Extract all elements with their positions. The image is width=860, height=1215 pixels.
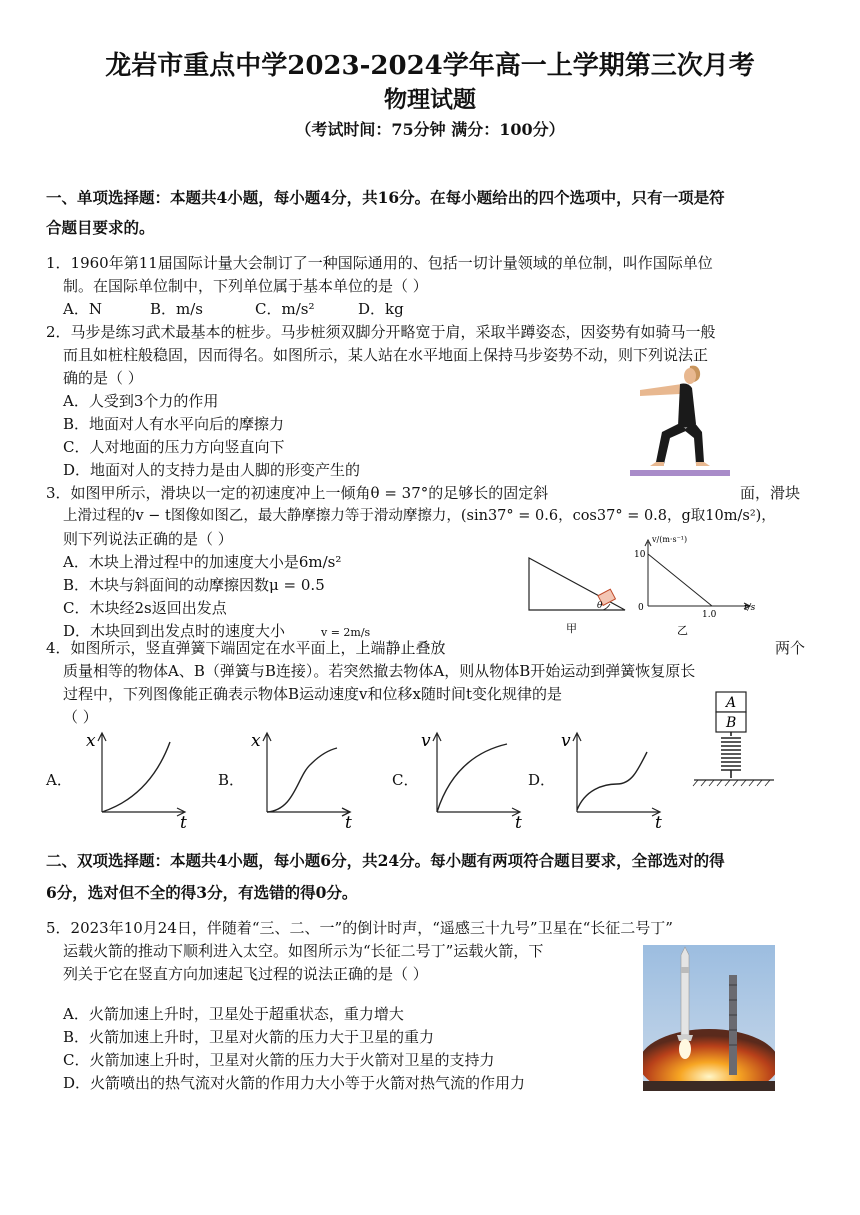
q4-a-y-label: x — [86, 731, 96, 751]
q3-stem: 3．如图甲所示，滑块以一定的初速度冲上一倾角θ = 37°的足够长的固定斜 — [46, 484, 549, 502]
q4-option-b: B． — [218, 771, 245, 789]
incline-figure — [525, 548, 635, 638]
q4-stem-cont2: 过程中，下列图像能正确表示物体B运动速度v和位移x随时间t变化规律的是 — [63, 685, 562, 703]
q2-stem-cont: 而且如桩柱般稳固，因而得名。如图所示，某人站在水平地面上保持马步姿势不动，则下列说法正 — [63, 346, 709, 364]
q1-stem-cont: 制。在国际单位制中，下列单位属于基本单位的是（ ） — [63, 277, 428, 295]
q4-graph-d — [555, 726, 670, 834]
rocket-launch-photo — [643, 945, 775, 1091]
block-a-label: A — [726, 695, 737, 711]
theta-label: θ — [597, 601, 603, 611]
yoga-mat — [630, 470, 730, 476]
q3-option-b: B．木块与斜面间的动摩擦因数μ = 0.5 — [63, 576, 325, 594]
vt-x-tick: 1.0 — [702, 610, 717, 620]
vt-origin-label: 0 — [638, 603, 644, 613]
figure-jia-label: 甲 — [566, 622, 577, 635]
q2-option-c: C．人对地面的压力方向竖直向下 — [63, 438, 285, 456]
q4-b-t-label: t — [345, 813, 352, 833]
q4-d-y-label: v — [561, 731, 571, 751]
q4-option-d: D． — [528, 771, 556, 789]
q4-c-y-label: v — [421, 731, 431, 751]
vt-x-axis-label: t/s — [744, 603, 756, 613]
section1-heading-cont: 合题目要求的。 — [46, 218, 155, 237]
q4-a-t-label: t — [180, 813, 187, 833]
q4-stem-tail: 两个 — [775, 639, 806, 657]
q1-option-b: B．m/s — [150, 300, 203, 318]
figure-yi-label: 乙 — [677, 624, 688, 637]
vt-graph — [632, 530, 767, 638]
q2-option-b: B．地面对人有水平向后的摩擦力 — [63, 415, 285, 433]
q3-option-d-value: v = 2m/s — [321, 626, 371, 639]
vt-y-tick-10: 10 — [634, 550, 646, 560]
q2-stem: 2．马步是练习武术最基本的桩步。马步桩须双脚分开略宽于肩，采取半蹲姿态，因姿势有如骑马一般 — [46, 323, 716, 341]
q3-option-a: A．木块上滑过程中的加速度大小是6m/s² — [63, 553, 342, 571]
spring — [721, 732, 741, 778]
q4-d-t-label: t — [655, 813, 662, 833]
q2-option-a: A．人受到3个力的作用 — [63, 392, 219, 410]
q4-stem-cont3: （ ） — [63, 708, 98, 726]
q1-stem: 1．1960年第11届国际计量大会制订了一种国际通用的、包括一切计量领域的单位制，叫作国际单位 — [46, 254, 713, 272]
q4-option-a: A． — [46, 771, 72, 789]
q5-option-b: B．火箭加速上升时，卫星对火箭的压力大于卫星的重力 — [63, 1028, 435, 1046]
q4-b-y-label: x — [251, 731, 261, 751]
q2-option-d: D．地面对人的支持力是由人脚的形变产生的 — [63, 461, 361, 479]
q1-option-a: A．N — [63, 300, 102, 318]
q5-option-c: C．火箭加速上升时，卫星对火箭的压力大于火箭对卫星的支持力 — [63, 1051, 495, 1069]
section1-heading: 一、单项选择题：本题共4小题，每小题4分，共16分。在每小题给出的四个选项中，只有一项是符 — [46, 188, 725, 207]
q5-stem-cont2: 列关于它在竖直方向加速起飞过程的说法正确的是（ ） — [63, 965, 428, 983]
q4-c-t-label: t — [515, 813, 522, 833]
q5-option-d: D．火箭喷出的热气流对火箭的作用力大小等于火箭对热气流的作用力 — [63, 1074, 526, 1092]
q4-stem-cont: 质量相等的物体A、B（弹簧与B连接）。若突然撤去物体A，则从物体B开始运动到弹簧恢复原长 — [63, 662, 696, 680]
q1-option-c: C．m/s² — [255, 300, 315, 318]
section2-heading-cont: 6分，选对但不全的得3分，有选错的得0分。 — [46, 883, 358, 902]
q3-stem-cont: 上滑过程的v − t图像如图乙，最大静摩擦力等于滑动摩擦力，(sin37° = 0.6，cos37° = 0.8，g取10m/s²)， — [63, 508, 776, 524]
q4-option-c: C． — [392, 771, 419, 789]
q3-option-c: C．木块经2s返回出发点 — [63, 599, 227, 617]
horse-stance-photo — [630, 362, 730, 478]
spring-blocks-figure — [690, 690, 780, 798]
section2-heading: 二、双项选择题：本题共4小题，每小题6分，共24分。每小题有两项符合题目要求，全部选对的得 — [46, 851, 725, 870]
vt-line — [648, 554, 712, 606]
q5-stem: 5．2023年10月24日，伴随着“三、二、一”的倒计时声，“遥感三十九号”卫星在“长征二号丁” — [46, 919, 673, 937]
q4-graph-a — [80, 726, 195, 834]
block-b-label: B — [726, 715, 737, 731]
q3-stem-tail: 面，滑块 — [740, 484, 801, 502]
page-title: 龙岩市重点中学2023-2024学年高一上学期第三次月考 — [105, 51, 755, 81]
q3-stem-cont2: 则下列说法正确的是（ ） — [63, 530, 233, 548]
q5-option-a: A．火箭加速上升时，卫星处于超重状态，重力增大 — [63, 1005, 404, 1023]
q4-stem: 4．如图所示，竖直弹簧下端固定在水平面上，上端静止叠放 — [46, 639, 446, 657]
exam-info: （考试时间：75分钟 满分：100分） — [295, 120, 565, 139]
page-subtitle: 物理试题 — [384, 86, 476, 113]
q1-option-d: D．kg — [358, 300, 404, 318]
q2-stem-cont2: 确的是（ ） — [63, 369, 143, 387]
q4-graph-b — [245, 726, 360, 834]
q5-stem-cont: 运载火箭的推动下顺利进入太空。如图所示为“长征二号丁”运载火箭，下 — [63, 942, 544, 960]
q4-graph-c — [415, 726, 530, 834]
vt-y-axis-label: v/(m·s⁻¹) — [652, 535, 688, 544]
q3-option-d: D．木块回到出发点时的速度大小 — [63, 622, 286, 640]
